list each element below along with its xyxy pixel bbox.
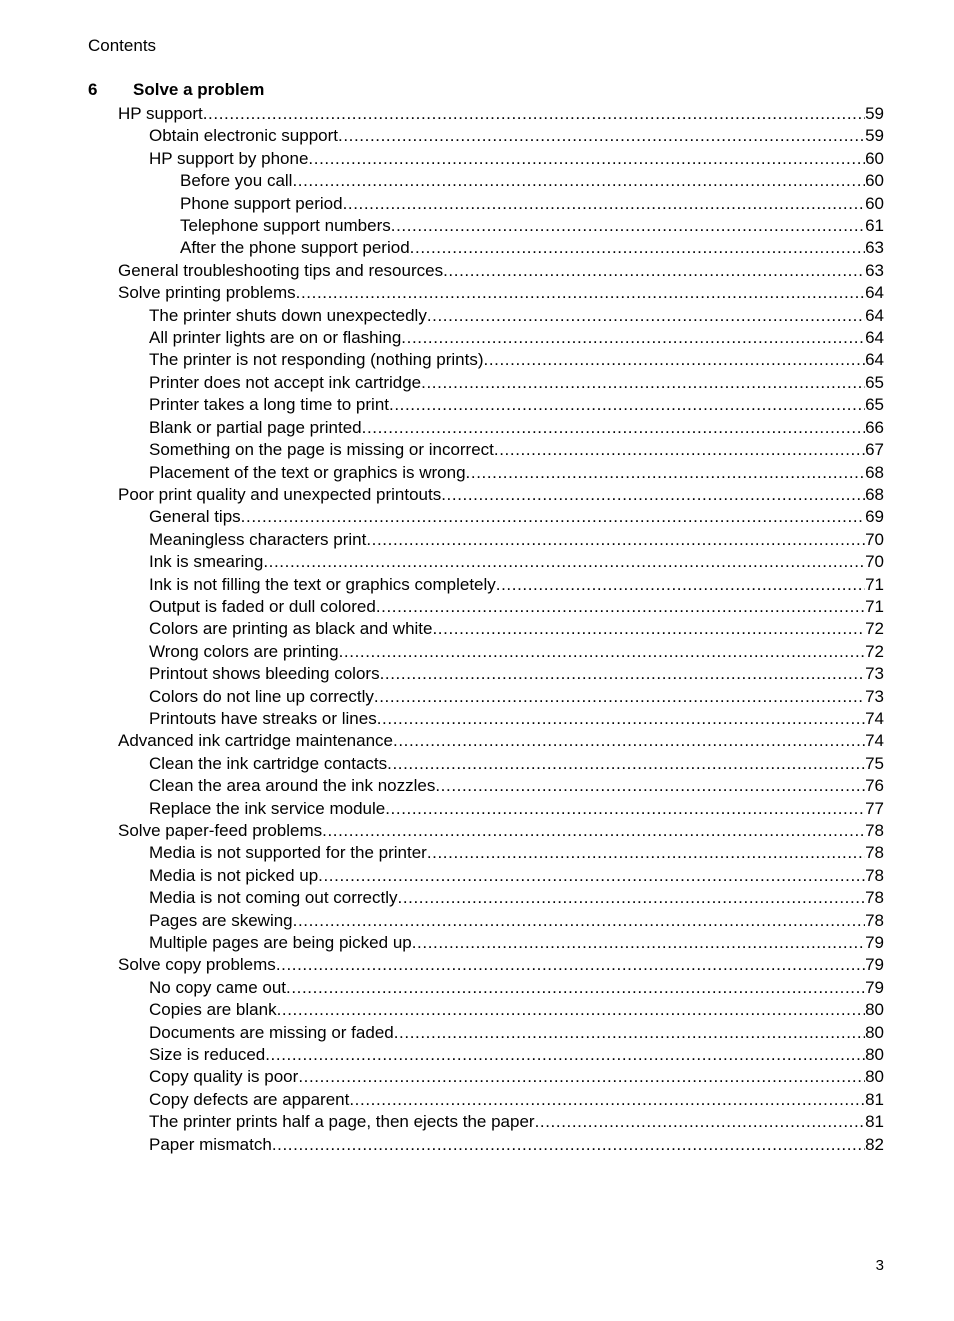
toc-entry[interactable] [88, 1022, 884, 1044]
toc-entry[interactable] [88, 663, 884, 685]
toc-entry-title: The printer prints half a page, then ejects the paper [149, 1112, 535, 1132]
toc-dot-leader [391, 215, 865, 237]
toc-entry-page: 59 [865, 104, 884, 123]
toc-entry-page: 78 [865, 865, 884, 885]
toc-entry-title: Media is not coming out correctly [149, 888, 398, 908]
toc-entry-title: Printout shows bleeding colors [149, 664, 380, 684]
toc-entry-title: Replace the ink service module [149, 798, 386, 818]
toc-dot-leader [318, 865, 865, 887]
toc-entry-title: HP support [118, 104, 203, 123]
toc-entry-page: 73 [865, 686, 884, 706]
toc-dot-leader [377, 708, 865, 730]
toc-entry-page: 68 [865, 484, 884, 504]
toc-entry[interactable] [88, 529, 884, 551]
toc-dot-leader [484, 349, 866, 371]
toc-dot-leader [496, 574, 865, 596]
toc-entry-page: 61 [865, 216, 884, 236]
toc-entry[interactable] [88, 349, 884, 371]
toc-dot-leader [394, 1022, 865, 1044]
toc-entry-title: Phone support period [180, 193, 343, 213]
toc-dot-leader [203, 103, 865, 125]
toc-dot-leader [389, 394, 865, 416]
toc-entry-page: 59 [865, 126, 884, 146]
toc-entry-title: Media is not supported for the printer [149, 843, 427, 863]
toc-dot-leader [322, 820, 865, 842]
toc-dot-leader [293, 910, 865, 932]
toc-entry[interactable] [88, 999, 884, 1021]
toc-entry-page: 72 [865, 619, 884, 639]
toc-entry-title: No copy came out [149, 977, 287, 997]
toc-entry-title: General troubleshooting tips and resources [118, 260, 444, 280]
toc-entry[interactable] [88, 641, 884, 663]
toc-entry-page: 63 [865, 238, 884, 258]
chapter-heading [88, 80, 264, 100]
toc-entry-title: Solve paper-feed problems [118, 821, 323, 840]
toc-entry[interactable] [88, 170, 884, 192]
toc-entry[interactable] [88, 954, 884, 976]
toc-entry-page: 76 [865, 776, 884, 796]
toc-entry-page: 74 [865, 731, 884, 751]
toc-entry-page: 75 [865, 753, 884, 773]
toc-entry-title: Printer does not accept ink cartridge [149, 372, 422, 392]
toc-entry[interactable] [88, 1044, 884, 1066]
toc-entry[interactable] [88, 820, 884, 842]
toc-entry-title: Ink is not filling the text or graphics completely [149, 574, 496, 594]
toc-entry-page: 78 [865, 843, 884, 863]
toc-entry[interactable] [88, 462, 884, 484]
toc-entry[interactable] [88, 148, 884, 170]
toc-entry-page: 74 [865, 708, 884, 728]
toc-entry-title: Obtain electronic support [149, 126, 338, 146]
toc-entry-title: Copy defects are apparent [149, 1089, 350, 1109]
toc-dot-leader [366, 529, 865, 551]
toc-entry-title: Poor print quality and unexpected printouts [118, 484, 442, 504]
toc-entry-title: Something on the page is missing or incorrect [149, 440, 494, 460]
toc-entry-title: Placement of the text or graphics is wrong [149, 462, 466, 482]
toc-entry-page: 60 [865, 171, 884, 191]
toc-dot-leader [441, 484, 865, 506]
toc-entry-page: 65 [865, 395, 884, 415]
toc-dot-leader [466, 462, 866, 484]
toc-entry-title: Documents are missing or faded [149, 1022, 394, 1042]
toc-entry-title: Size is reduced [149, 1045, 266, 1065]
toc-dot-leader [308, 148, 865, 170]
toc-entry[interactable] [88, 237, 884, 259]
toc-entry-title: Multiple pages are being picked up [149, 933, 412, 953]
toc-entry[interactable] [88, 1089, 884, 1111]
toc-entry-page: 70 [865, 529, 884, 549]
toc-entry[interactable] [88, 1066, 884, 1088]
toc-dot-leader [421, 372, 865, 394]
toc-dot-leader [298, 1066, 865, 1088]
toc-entry-page: 68 [865, 462, 884, 482]
toc-entry-title: Telephone support numbers [180, 216, 391, 236]
toc-dot-leader [385, 798, 865, 820]
toc-entry[interactable] [88, 327, 884, 349]
toc-entry-title: Solve printing problems [118, 283, 296, 303]
table-of-contents [88, 103, 884, 1156]
toc-entry-title: Media is not picked up [149, 865, 319, 885]
toc-entry-page: 70 [865, 552, 884, 572]
toc-dot-leader [432, 618, 865, 640]
toc-entry-page: 80 [865, 1022, 884, 1042]
toc-entry[interactable] [88, 260, 884, 282]
chapter-title: Solve a problem [133, 80, 265, 99]
toc-dot-leader [296, 282, 865, 304]
toc-entry-page: 60 [865, 148, 884, 168]
toc-dot-leader [241, 506, 865, 528]
toc-entry-title: Printer takes a long time to print [149, 395, 390, 415]
toc-dot-leader [343, 193, 866, 215]
toc-entry-title: The printer is not responding (nothing prints) [149, 350, 484, 370]
toc-entry[interactable] [88, 417, 884, 439]
toc-entry-page: 64 [865, 328, 884, 348]
toc-entry[interactable] [88, 1134, 884, 1156]
toc-entry-page: 71 [865, 596, 884, 616]
toc-entry-page: 65 [865, 372, 884, 392]
toc-entry[interactable] [88, 686, 884, 708]
toc-entry[interactable] [88, 753, 884, 775]
toc-dot-leader [393, 730, 865, 752]
running-header: Contents [88, 36, 157, 55]
toc-entry-title: Colors are printing as black and white [149, 619, 433, 639]
chapter-number: 6 [88, 80, 98, 99]
toc-entry-page: 66 [865, 417, 884, 437]
toc-entry[interactable] [88, 439, 884, 461]
toc-entry-page: 80 [865, 1067, 884, 1087]
toc-dot-leader [494, 439, 865, 461]
toc-entry[interactable] [88, 708, 884, 730]
toc-entry[interactable] [88, 618, 884, 640]
toc-entry-title: Copy quality is poor [149, 1067, 299, 1087]
toc-entry[interactable] [88, 596, 884, 618]
toc-entry-page: 80 [865, 1045, 884, 1065]
toc-entry[interactable] [88, 282, 884, 304]
toc-dot-leader [272, 1134, 865, 1156]
toc-dot-leader [387, 753, 865, 775]
toc-entry-title: Clean the ink cartridge contacts [149, 753, 388, 773]
toc-entry[interactable] [88, 193, 884, 215]
toc-dot-leader [401, 327, 865, 349]
toc-entry-title: Blank or partial page printed [149, 417, 362, 437]
toc-dot-leader [412, 932, 865, 954]
toc-entry-title: Before you call [180, 171, 293, 191]
toc-entry-title: After the phone support period [180, 238, 410, 258]
toc-entry-page: 82 [865, 1134, 884, 1154]
toc-entry[interactable] [88, 125, 884, 147]
toc-entry-page: 78 [865, 888, 884, 908]
toc-entry-title: Copies are blank [149, 1000, 277, 1020]
toc-entry[interactable] [88, 574, 884, 596]
toc-entry[interactable] [88, 103, 884, 125]
toc-entry-page: 79 [865, 955, 884, 975]
toc-entry[interactable] [88, 551, 884, 573]
toc-entry-page: 78 [865, 910, 884, 930]
toc-entry-title: The printer shuts down unexpectedly [149, 305, 427, 325]
toc-entry-page: 64 [865, 305, 884, 325]
toc-entry[interactable] [88, 887, 884, 909]
toc-entry-page: 63 [865, 260, 884, 280]
toc-dot-leader [286, 977, 865, 999]
toc-entry-title: Paper mismatch [149, 1134, 272, 1154]
toc-entry-page: 77 [865, 798, 884, 818]
toc-dot-leader [338, 125, 865, 147]
toc-dot-leader [374, 686, 865, 708]
toc-entry-title: General tips [149, 507, 241, 527]
toc-entry-page: 79 [865, 977, 884, 997]
toc-entry-title: All printer lights are on or flashing [149, 328, 402, 348]
toc-entry-title: Wrong colors are printing [149, 641, 339, 661]
toc-dot-leader [292, 170, 865, 192]
toc-entry[interactable] [88, 305, 884, 327]
toc-dot-leader [339, 641, 865, 663]
toc-dot-leader [376, 596, 865, 618]
toc-entry[interactable] [88, 842, 884, 864]
toc-dot-leader [362, 417, 865, 439]
toc-entry[interactable] [88, 484, 884, 506]
toc-dot-leader [277, 999, 866, 1021]
toc-entry-title: Pages are skewing [149, 910, 293, 930]
toc-entry-title: Ink is smearing [149, 552, 264, 572]
toc-dot-leader [265, 1044, 865, 1066]
page-number: 3 [875, 1257, 884, 1274]
toc-dot-leader [349, 1089, 865, 1111]
toc-entry[interactable] [88, 1111, 884, 1133]
toc-dot-leader [380, 663, 866, 685]
toc-entry-title: Output is faded or dull colored [149, 596, 376, 616]
toc-entry[interactable] [88, 372, 884, 394]
toc-entry[interactable] [88, 865, 884, 887]
toc-entry-title: Solve copy problems [118, 955, 276, 975]
toc-entry-page: 64 [865, 283, 884, 303]
toc-dot-leader [443, 260, 865, 282]
toc-entry-page: 72 [865, 641, 884, 661]
toc-dot-leader [427, 305, 865, 327]
toc-entry[interactable] [88, 730, 884, 752]
toc-entry[interactable] [88, 910, 884, 932]
toc-dot-leader [535, 1111, 866, 1133]
toc-entry-page: 80 [865, 1000, 884, 1020]
toc-entry-page: 78 [865, 821, 884, 840]
toc-entry-title: HP support by phone [149, 148, 309, 168]
toc-entry-title: Meaningless characters print [149, 529, 367, 549]
toc-dot-leader [410, 237, 865, 259]
toc-entry-page: 64 [865, 350, 884, 370]
toc-dot-leader [263, 551, 865, 573]
toc-dot-leader [276, 954, 865, 976]
toc-entry-title: Advanced ink cartridge maintenance [118, 731, 393, 751]
toc-entry[interactable] [88, 394, 884, 416]
toc-dot-leader [427, 842, 865, 864]
toc-dot-leader [435, 775, 865, 797]
toc-entry-page: 81 [865, 1112, 884, 1132]
toc-entry[interactable] [88, 798, 884, 820]
toc-entry-title: Colors do not line up correctly [149, 686, 374, 706]
toc-entry-title: Clean the area around the ink nozzles [149, 776, 436, 796]
toc-entry[interactable] [88, 775, 884, 797]
toc-entry-page: 73 [865, 664, 884, 684]
toc-entry-page: 69 [865, 507, 884, 527]
toc-entry-page: 60 [865, 193, 884, 213]
toc-entry-page: 81 [865, 1089, 884, 1109]
toc-entry-page: 79 [865, 933, 884, 953]
toc-entry-page: 67 [865, 440, 884, 460]
toc-entry[interactable] [88, 506, 884, 528]
toc-entry[interactable] [88, 977, 884, 999]
toc-entry[interactable] [88, 215, 884, 237]
toc-entry-page: 71 [865, 574, 884, 594]
toc-entry-title: Printouts have streaks or lines [149, 708, 377, 728]
toc-entry[interactable] [88, 932, 884, 954]
toc-dot-leader [398, 887, 866, 909]
